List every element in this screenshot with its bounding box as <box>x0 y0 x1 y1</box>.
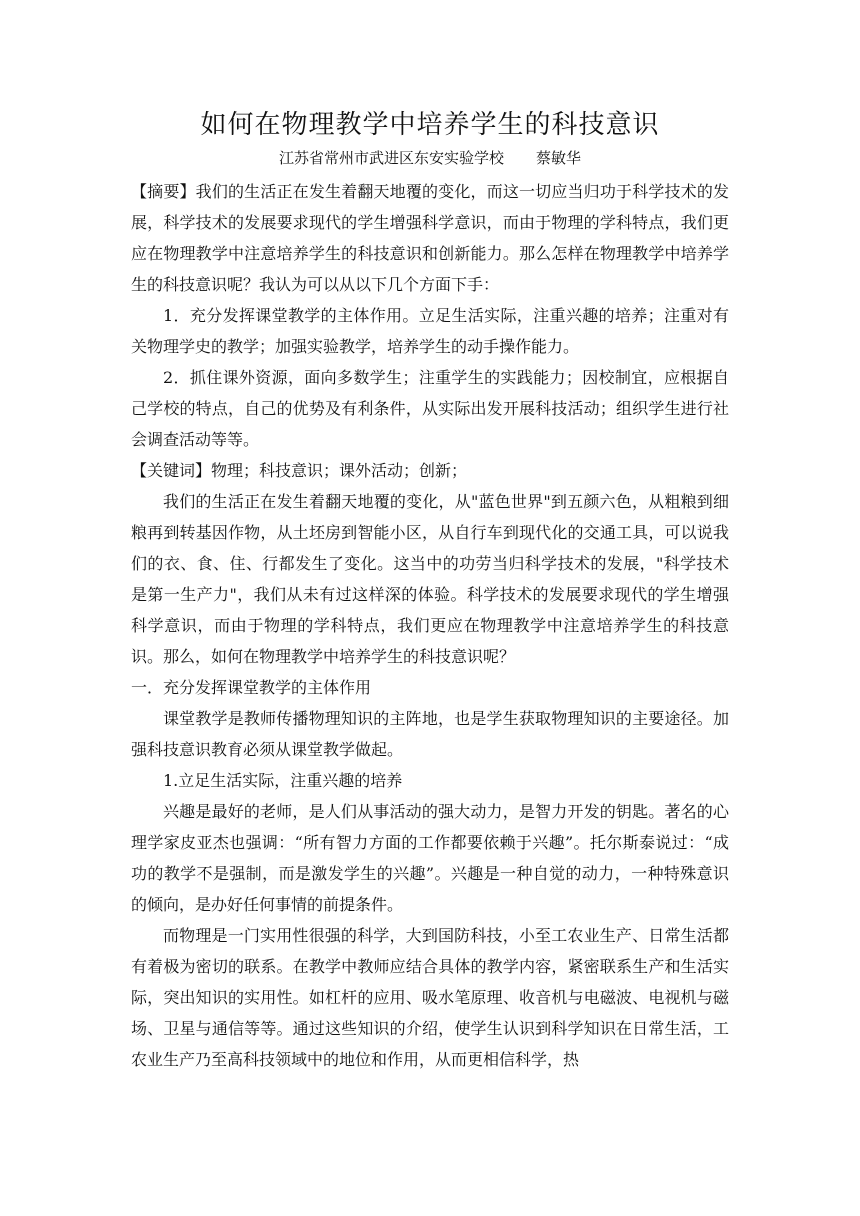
abstract-point-1: 1．充分发挥课堂教学的主体作用。立足生活实际，注重兴趣的培养；注重对有关物理学史的教学；加强实验教学，培养学生的动手操作能力。 <box>131 306 729 356</box>
byline-author: 蔡敏华 <box>536 149 582 167</box>
section-1-heading: 一．充分发挥课堂教学的主体作用 <box>131 678 372 697</box>
intro-paragraph: 我们的生活正在发生着翻天地覆的变化，从"蓝色世界"到五颜六色，从粗粮到细粮再到转基因作物，从土坯房到智能小区，从自行车到现代化的交通工具，可以说我们的衣、食、住、行都发生了变化。这当中的功劳当归科学技术的发展，"科学技术是第一生产力"，我们从未有过这样深的体验。科学技术的发展要求现代的学生增强科学意识，而由于物理的学科特点，我们更应在物理教学中注意培养学生的科技意识。那么，如何在物理教学中培养学生的科技意识呢？ <box>131 492 729 666</box>
keywords-line: 【关键词】物理；科技意识；课外活动；创新； <box>131 461 468 480</box>
subsection-1-paragraph-2: 而物理是一门实用性很强的科学，大到国防科技，小至工农业生产、日常生活都有着极为密切的联系。在教学中教师应结合具体的教学内容，紧密联系生产和生活实际，突出知识的实用性。如杠杆的应用、吸水笔原理、收音机与电磁波、电视机与磁场、卫星与通信等等。通过这些知识的介绍，使学生认识到科学知识在日常生活，工农业生产乃至高科技领域中的地位和作用，从而更相信科学，热 <box>131 926 729 1069</box>
byline <box>131 147 729 168</box>
document-body <box>131 104 729 1075</box>
abstract-paragraph: 【摘要】我们的生活正在发生着翻天地覆的变化，而这一切应当归功于科学技术的发展，科学技术的发展要求现代的学生增强科学意识，而由于物理的学科特点，我们更应在物理教学中注意培养学生的科技意识和创新能力。那么怎样在物理教学中培养学生的科技意识呢？我认为可以从以下几个方面下手： <box>131 182 729 294</box>
subsection-1-heading: 1.立足生活实际，注重兴趣的培养 <box>163 771 403 790</box>
subsection-1-paragraph-1: 兴趣是最好的老师，是人们从事活动的强大动力，是智力开发的钥匙。著名的心理学家皮亚杰也强调：“所有智力方面的工作都要依赖于兴趣”。托尔斯泰说过：“成功的教学不是强制，而是激发学生的兴趣”。兴趣是一种自觉的动力，一种特殊意识的倾向，是办好任何事情的前提条件。 <box>131 802 729 914</box>
section-1-paragraph: 课堂教学是教师传播物理知识的主阵地，也是学生获取物理知识的主要途径。加强科技意识教育必须从课堂教学做起。 <box>131 709 729 759</box>
abstract-point-2: 2．抓住课外资源，面向多数学生；注重学生的实践能力；因校制宜，应根据自己学校的特点，自己的优势及有利条件，从实际出发开展科技活动；组织学生进行社会调查活动等等。 <box>131 368 729 449</box>
byline-school: 江苏省常州市武进区东安实验学校 <box>278 149 504 167</box>
document-title: 如何在物理教学中培养学生的科技意识 <box>200 110 660 140</box>
